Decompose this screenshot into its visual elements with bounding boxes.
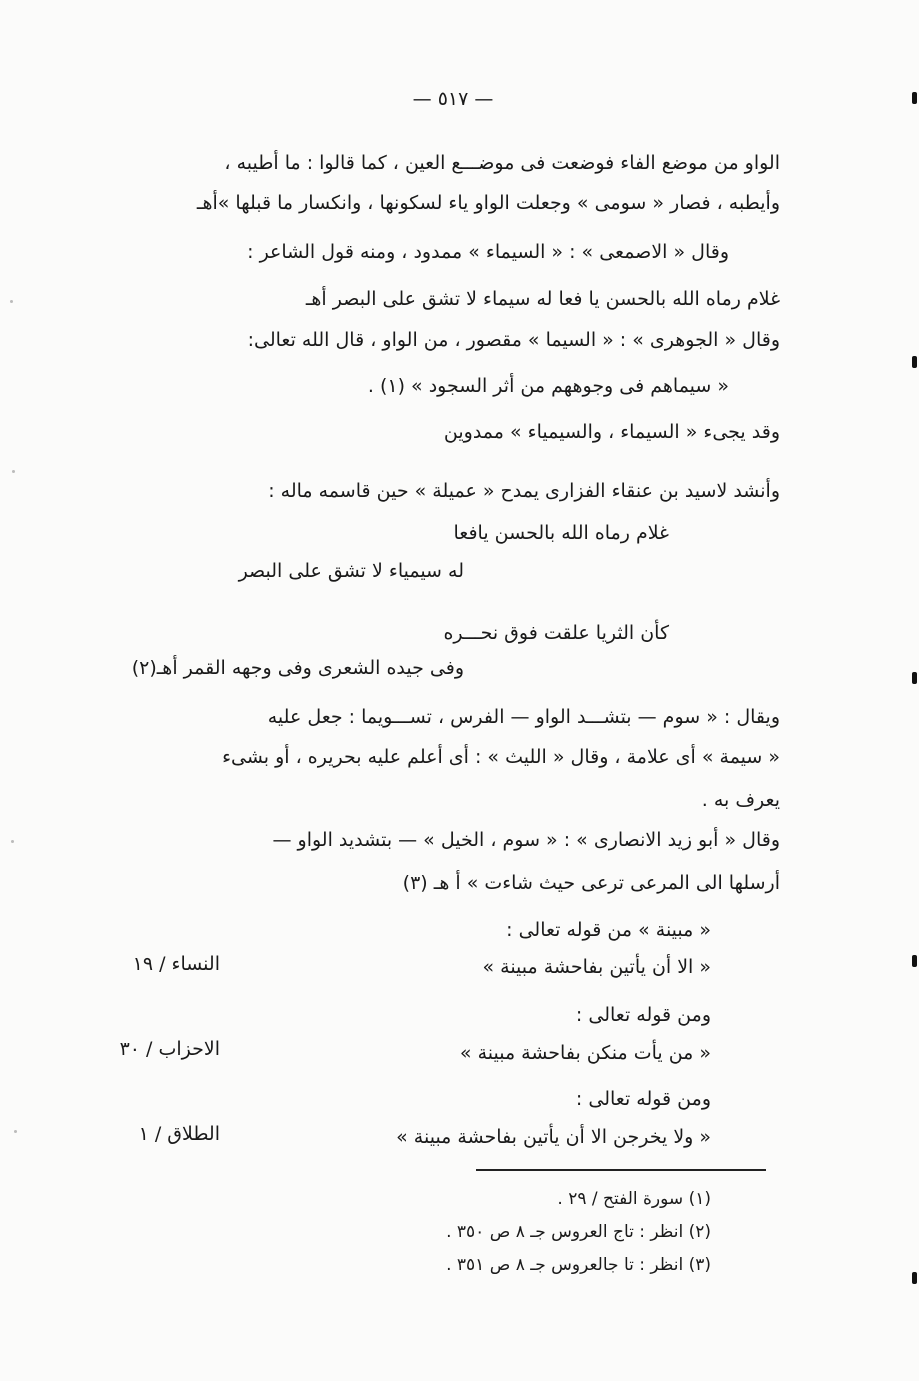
- ayah-quote-2: « من يأت منكن بفاحشة مبينة »: [459, 1042, 711, 1064]
- text-line-5: وقد يجىء « السيماء ، والسيمياء » ممدوين: [443, 421, 780, 443]
- ayah-intro-1: « مبينة » من قوله تعالى :: [506, 919, 711, 941]
- verse-part-3: كأن الثريا علقت فوق نحـــره: [443, 622, 669, 644]
- ayah-reference-3: الطلاق / ١: [138, 1123, 220, 1145]
- scan-edge-mark: [912, 955, 917, 967]
- scan-edge-mark: [912, 92, 917, 104]
- text-line-4: وقال « الجوهرى » : « السيما » مقصور ، من الواو ، قال الله تعالى:: [247, 329, 780, 351]
- scan-edge-mark: [912, 672, 917, 684]
- text-line-6: وأنشد لاسيد بن عنقاء الفزارى يمدح « عميلة » حين قاسمه ماله :: [268, 480, 780, 502]
- text-line-2: وأيطبه ، فصار « سومى » وجعلت الواو ياء لسكونها ، وانكسار ما قبلها »أهـ: [196, 192, 780, 214]
- scan-edge-mark: [912, 1272, 917, 1284]
- verse-part-4: وفى جيده الشعرى وفى وجهه القمر أهـ(٢): [131, 657, 464, 679]
- scan-speck: [12, 470, 15, 473]
- page-number: — ٥١٧ —: [412, 88, 494, 110]
- text-line-7: ويقال : « سوم — بتشـــد الواو — الفرس ، تســـويما : جعل عليه: [267, 706, 780, 728]
- text-line-9: يعرف به .: [701, 789, 780, 811]
- ayah-quote-3: « ولا يخرجن الا أن يأتين بفاحشة مبينة »: [396, 1126, 711, 1148]
- quran-quote-1: « سيماهم فى وجوههم من أثر السجود » (١) .: [367, 375, 729, 397]
- text-line-11: أرسلها الى المرعى ترعى حيث شاءت » أ هـ (٣): [402, 872, 780, 894]
- footnote-3: (٣) انظر : تا جالعروس جـ ٨ ص ٣٥١ .: [446, 1255, 711, 1275]
- text-line-10: وقال « أبو زيد الانصارى » : « سوم ، الخيل » — بتشديد الواو —: [272, 829, 780, 851]
- scan-speck: [10, 300, 13, 303]
- ayah-intro-2: ومن قوله تعالى :: [575, 1004, 711, 1026]
- ayah-reference-2: الاحزاب / ٣٠: [119, 1038, 220, 1060]
- scan-edge-mark: [912, 356, 917, 368]
- verse-part-1: غلام رماه الله بالحسن يافعا: [453, 522, 669, 544]
- ayah-reference-1: النساء / ١٩: [132, 953, 220, 975]
- verse-part-2: له سيمياء لا تشق على البصر: [238, 560, 464, 582]
- scan-speck: [11, 840, 14, 843]
- text-line-8: « سيمة » أى علامة ، وقال « الليث » : أى أعلم عليه بحريره ، أو بشىء: [222, 746, 780, 768]
- verse-line-1: غلام رماه الله بالحسن يا فعا له سيماء لا تشق على البصر أهـ: [305, 288, 780, 310]
- text-line-1: الواو من موضع الفاء فوضعت فى موضـــع العين ، كما قالوا : ما أطيبه ،: [224, 152, 780, 174]
- footnote-1: (١) سورة الفتح / ٢٩ .: [557, 1189, 711, 1209]
- ayah-intro-3: ومن قوله تعالى :: [575, 1088, 711, 1110]
- footnote-2: (٢) انظر : تاج العروس جـ ٨ ص ٣٥٠ .: [446, 1222, 711, 1242]
- footnote-separator: [476, 1169, 766, 1171]
- text-line-3: وقال « الاصمعى » : « السيماء » ممدود ، ومنه قول الشاعر :: [247, 241, 729, 263]
- ayah-quote-1: « الا أن يأتين بفاحشة مبينة »: [482, 956, 711, 978]
- scan-speck: [14, 1130, 17, 1133]
